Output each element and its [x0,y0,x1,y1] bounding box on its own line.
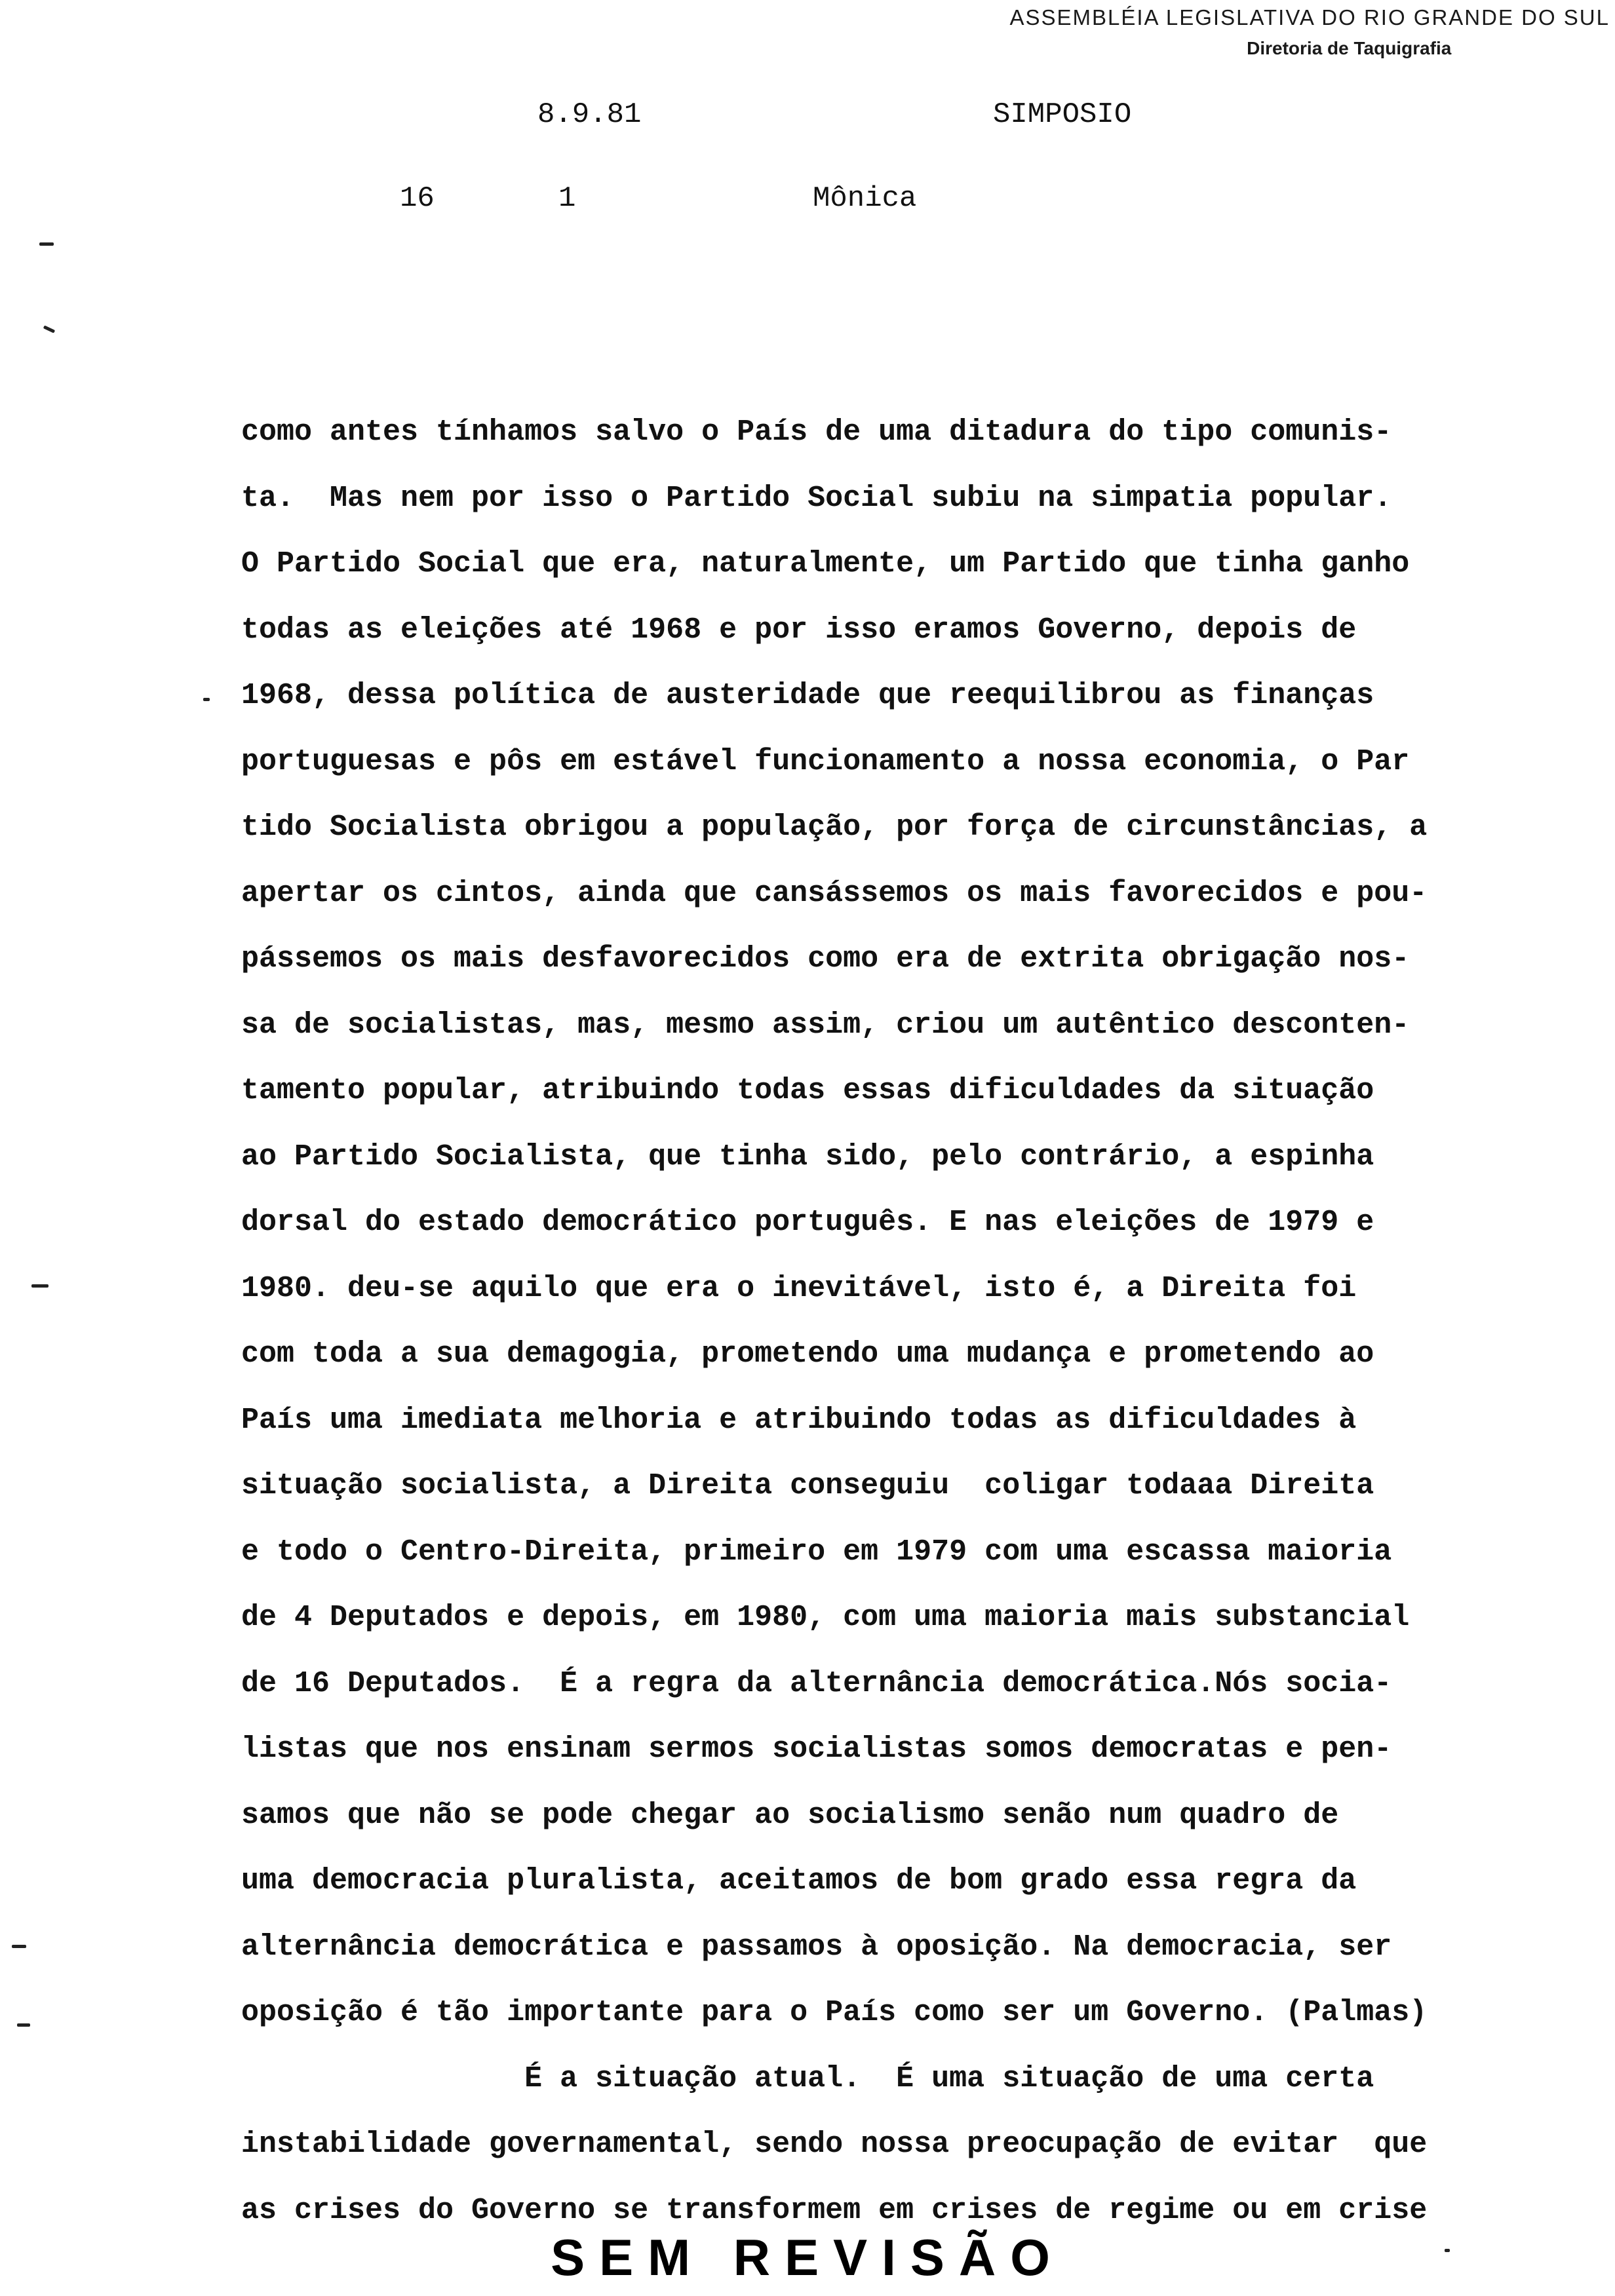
transcript-line: todas as eleições até 1968 e por isso eramos Governo, depois de [241,613,1357,647]
reporter-name: Mônica [813,182,917,215]
event-name: SIMPOSIO [993,98,1132,131]
transcript-line: tido Socialista obrigou a população, por força de circunstâncias, a [241,811,1428,844]
margin-mark [39,242,54,246]
transcript-line: de 16 Deputados. É a regra da alternância democrática.Nós socia- [241,1666,1392,1700]
transcript-line: uma democracia pluralista, aceitamos de bom grado essa regra da [241,1864,1357,1898]
transcript-line: e todo o Centro-Direita, primeiro em 1979 com uma escassa maioria [241,1535,1392,1569]
margin-mark [12,1945,26,1948]
transcript-line: samos que não se pode chegar ao socialismo senão num quadro de [241,1798,1339,1832]
transcript-line: as crises do Governo se transformem em crises de regime ou em crise [241,2193,1428,2227]
revision-stamp: SEM REVISÃO [551,2229,1064,2286]
transcript-line: O Partido Social que era, naturalmente, um Partido que tinha ganho [241,547,1410,581]
margin-mark [43,325,55,333]
sequence-number: 1 [558,182,576,215]
transcript-line: apertar os cintos, ainda que cansássemos os mais favorecidos e pou- [241,876,1428,910]
letterhead [1009,5,1610,59]
transcript-line: dorsal do estado democrático português. E nas eleições de 1979 e [241,1206,1374,1239]
transcript-line: 1980. deu-se aquilo que era o inevitável, isto é, a Direita foi [241,1271,1357,1305]
transcript-line: situação socialista, a Direita conseguiu coligar todaaa Direita [241,1469,1374,1502]
institution-name: ASSEMBLÉIA LEGISLATIVA DO RIO GRANDE DO SUL [1009,5,1610,29]
transcript-body [241,413,1565,2257]
transcript-line: sa de socialistas, mas, mesmo assim, criou um autêntico desconten- [241,1008,1410,1042]
transcript-line: alternância democrática e passamos à oposição. Na democracia, ser [241,1930,1392,1964]
transcript-line: portuguesas e pôs em estável funcionamento a nossa economia, o Par [241,744,1410,778]
transcript-line: pássemos os mais desfavorecidos como era de extrita obrigação nos- [241,942,1410,976]
transcript-line: É a situação atual. É uma situação de uma certa [241,2061,1374,2095]
transcript-line: instabilidade governamental, sendo nossa preocupação de evitar que [241,2128,1428,2161]
page-number: 16 [400,182,435,215]
session-date: 8.9.81 [537,98,642,131]
transcript-line: listas que nos ensinam sermos socialistas somos democratas e pen- [241,1732,1392,1766]
department-name: Diretoria de Taquigrafia [1247,38,1452,58]
transcript-line: 1968, dessa política de austeridade que reequilibrou as finanças [241,679,1374,712]
transcript-line: como antes tínhamos salvo o País de uma ditadura do tipo comunis- [241,415,1392,449]
transcript-line: ta. Mas nem por isso o Partido Social subiu na simpatia popular. [241,481,1392,515]
transcript-line: País uma imediata melhoria e atribuindo todas as dificuldades à [241,1403,1357,1437]
transcript-line: oposição é tão importante para o País como ser um Governo. (Palmas) [241,1996,1428,2029]
transcript-line: de 4 Deputados e depois, em 1980, com uma maioria mais substancial [241,1601,1410,1634]
margin-mark [203,698,210,701]
transcript-line: ao Partido Socialista, que tinha sido, pelo contrário, a espinha [241,1139,1374,1174]
margin-mark [31,1284,49,1288]
transcript-line: tamento popular, atribuindo todas essas dificuldades da situação [241,1074,1374,1107]
transcript-line: com toda a sua demagogia, prometendo uma mudança e prometendo ao [241,1337,1374,1371]
margin-mark [17,2023,30,2027]
